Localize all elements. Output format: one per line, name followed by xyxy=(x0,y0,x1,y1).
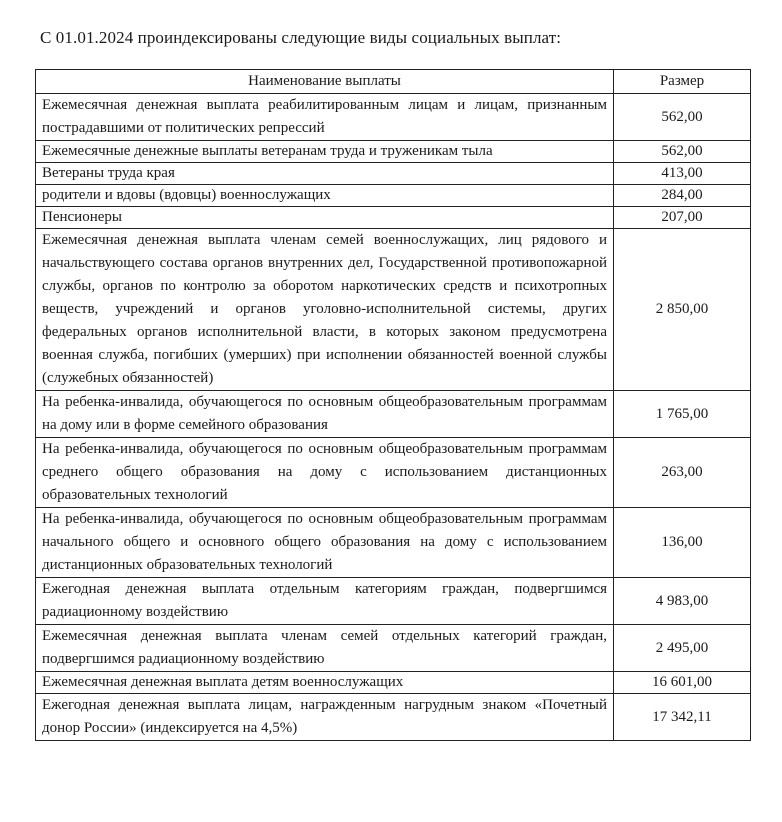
table-row xyxy=(36,163,751,185)
payments-table xyxy=(35,69,751,741)
table-row xyxy=(36,229,751,391)
table-row xyxy=(36,94,751,141)
payment-name: Ежемесячные денежные выплаты ветеранам труда и труженикам тыла xyxy=(36,141,614,163)
table-row xyxy=(36,438,751,508)
payment-amount: 207,00 xyxy=(614,207,751,229)
payment-amount: 16 601,00 xyxy=(614,672,751,694)
payment-name: На ребенка-инвалида, обучающегося по основным общеобразовательным программам среднего общего образования на дому с использованием дистанционных образовательных технологий xyxy=(36,438,614,508)
payment-amount: 263,00 xyxy=(614,438,751,508)
payment-amount: 562,00 xyxy=(614,94,751,141)
table-row xyxy=(36,672,751,694)
table-header-row xyxy=(36,70,751,94)
payment-amount: 413,00 xyxy=(614,163,751,185)
table-row xyxy=(36,185,751,207)
payment-amount: 284,00 xyxy=(614,185,751,207)
payment-name: Ежегодная денежная выплата отдельным категориям граждан, подвергшимся радиационному воздействию xyxy=(36,578,614,625)
table-row xyxy=(36,625,751,672)
table-row xyxy=(36,578,751,625)
payment-name: Ежегодная денежная выплата лицам, награжденным нагрудным знаком «Почетный донор России» (индексируется на 4,5%) xyxy=(36,694,614,741)
payment-name: родители и вдовы (вдовцы) военнослужащих xyxy=(36,185,614,207)
payment-amount: 2 495,00 xyxy=(614,625,751,672)
payment-amount: 1 765,00 xyxy=(614,391,751,438)
header-name: Наименование выплаты xyxy=(36,70,614,94)
table-row xyxy=(36,508,751,578)
payment-name: Ежемесячная денежная выплата детям военнослужащих xyxy=(36,672,614,694)
table-row xyxy=(36,207,751,229)
payment-name: Ежемесячная денежная выплата реабилитированным лицам и лицам, признанным пострадавшими от политических репрессий xyxy=(36,94,614,141)
payment-name: Ежемесячная денежная выплата членам семей военнослужащих, лиц рядового и начальствующего состава органов внутренних дел, Государственной противопожарной службы, органов по контролю за оборотом наркотических средств и психотропных веществ, учреждений и органов уголовно-исполнительной системы, других федеральных органов исполнительной власти, в которых законом предусмотрена военная служба, погибших (умерших) при исполнении обязанностей военной службы (служебных обязанностей) xyxy=(36,229,614,391)
payment-amount: 4 983,00 xyxy=(614,578,751,625)
table-row xyxy=(36,694,751,741)
payment-amount: 136,00 xyxy=(614,508,751,578)
payment-name: На ребенка-инвалида, обучающегося по основным общеобразовательным программам начального общего и основного общего образования на дому с использованием дистанционных образовательных технологий xyxy=(36,508,614,578)
payment-name: Пенсионеры xyxy=(36,207,614,229)
payment-name: Ежемесячная денежная выплата членам семей отдельных категорий граждан, подвергшимся радиационному воздействию xyxy=(36,625,614,672)
payment-amount: 2 850,00 xyxy=(614,229,751,391)
payment-name: Ветераны труда края xyxy=(36,163,614,185)
table-row xyxy=(36,391,751,438)
header-amount: Размер xyxy=(614,70,751,94)
table-row xyxy=(36,141,751,163)
payment-amount: 562,00 xyxy=(614,141,751,163)
intro-text: С 01.01.2024 проиндексированы следующие виды социальных выплат: xyxy=(40,28,562,47)
payment-name: На ребенка-инвалида, обучающегося по основным общеобразовательным программам на дому или в форме семейного образования xyxy=(36,391,614,438)
payment-amount: 17 342,11 xyxy=(614,694,751,741)
